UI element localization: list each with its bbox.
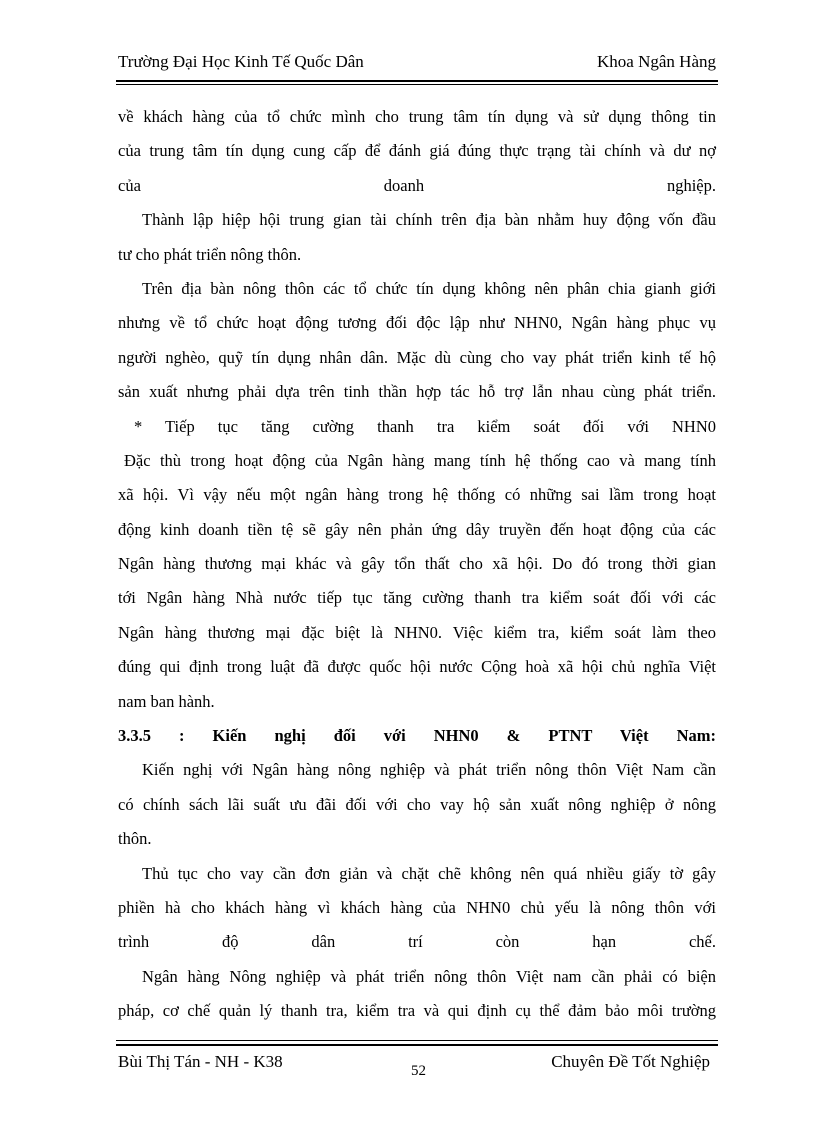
- body-line: Đặc thù trong hoạt động của Ngân hàng mang tính hệ thống cao và mang tính: [124, 450, 716, 470]
- body-line: của trung tâm tín dụng cung cấp để đánh giá đúng thực trạng tài chính và dư nợ: [118, 141, 716, 161]
- body-text: [118, 100, 716, 1029]
- footer-title: Chuyên Đề Tốt Nghiệp: [551, 1052, 710, 1071]
- footer-author: Bùi Thị Tán - NH - K38: [118, 1052, 283, 1071]
- header-faculty: Khoa Ngân Hàng: [597, 52, 716, 71]
- header-university: Trường Đại Học Kinh Tế Quốc Dân: [118, 52, 364, 71]
- section-heading: 3.3.5 : Kiến nghị đối với NHN0 & PTNT Việt Nam:: [118, 726, 716, 746]
- body-line: về khách hàng của tổ chức mình cho trung tâm tín dụng và sử dụng thông tin: [118, 107, 716, 126]
- body-line: có chính sách lãi suất ưu đãi đối với cho vay hộ sản xuất nông nghiệp ở nông: [118, 794, 716, 814]
- header-rule-thick: [116, 80, 718, 82]
- body-line: đúng qui định trong luật đã được quốc hội nước Cộng hoà xã hội chủ nghĩa Việt: [118, 657, 716, 677]
- section-heading-bullet: * Tiếp tục tăng cường thanh tra kiểm soát đối với NHN0: [134, 416, 716, 436]
- body-line: Thành lập hiệp hội trung gian tài chính trên địa bàn nhằm huy động vốn đầu: [142, 210, 716, 230]
- body-line: phiền hà cho khách hàng vì khách hàng của NHN0 chủ yếu là nông thôn với: [118, 897, 716, 917]
- body-line: người nghèo, quỹ tín dụng nhân dân. Mặc dù cùng cho vay phát triển kinh tế hộ: [118, 347, 716, 367]
- body-line: nhưng về tổ chức hoạt động tương đối độc lập như NHN0, Ngân hàng phục vụ: [118, 313, 716, 333]
- page-number: 52: [411, 1063, 426, 1079]
- body-line: Ngân hàng thương mại đặc biệt là NHN0. Việc kiểm tra, kiểm soát làm theo: [118, 622, 716, 642]
- body-line: xã hội. Vì vậy nếu một ngân hàng trong hệ thống có những sai lầm trong hoạt: [118, 485, 716, 505]
- body-line: pháp, cơ chế quản lý thanh tra, kiểm tra và qui định cụ thể đảm bảo môi trường: [118, 1001, 716, 1021]
- body-line: trình độ dân trí còn hạn chế.: [118, 932, 716, 952]
- page-footer: [118, 1052, 716, 1082]
- body-line: Ngân hàng thương mại khác và gây tổn thất cho xã hội. Do đó trong thời gian: [118, 554, 716, 574]
- footer-rule-thick: [116, 1044, 718, 1046]
- body-line: Trên địa bàn nông thôn các tổ chức tín dụng không nên phân chia gianh giới: [142, 278, 716, 298]
- body-line: Thủ tục cho vay cần đơn giản và chặt chẽ không nên quá nhiều giấy tờ gây: [142, 863, 716, 883]
- footer-rule-thin: [116, 1040, 718, 1041]
- body-line: sản xuất nhưng phải dựa trên tinh thần hợp tác hỗ trợ lẫn nhau cùng phát triển.: [118, 382, 716, 402]
- body-line: thôn.: [118, 829, 152, 849]
- header-rule-thin: [116, 84, 718, 85]
- body-line: tư cho phát triển nông thôn.: [118, 244, 302, 264]
- page-header: [118, 52, 716, 78]
- body-line: Ngân hàng Nông nghiệp và phát triển nông thôn Việt nam cần phải có biện: [142, 966, 716, 986]
- body-line: tới Ngân hàng Nhà nước tiếp tục tăng cường thanh tra kiểm soát đối với các: [118, 588, 716, 608]
- body-line: động kinh doanh tiền tệ sẽ gây nên phản ứng dây truyền đến hoạt động của các: [118, 519, 716, 539]
- body-line: nam ban hành.: [118, 691, 215, 711]
- body-line: Kiến nghị với Ngân hàng nông nghiệp và phát triển nông thôn Việt Nam cần: [142, 760, 716, 780]
- body-line: của doanh nghiệp.: [118, 175, 716, 195]
